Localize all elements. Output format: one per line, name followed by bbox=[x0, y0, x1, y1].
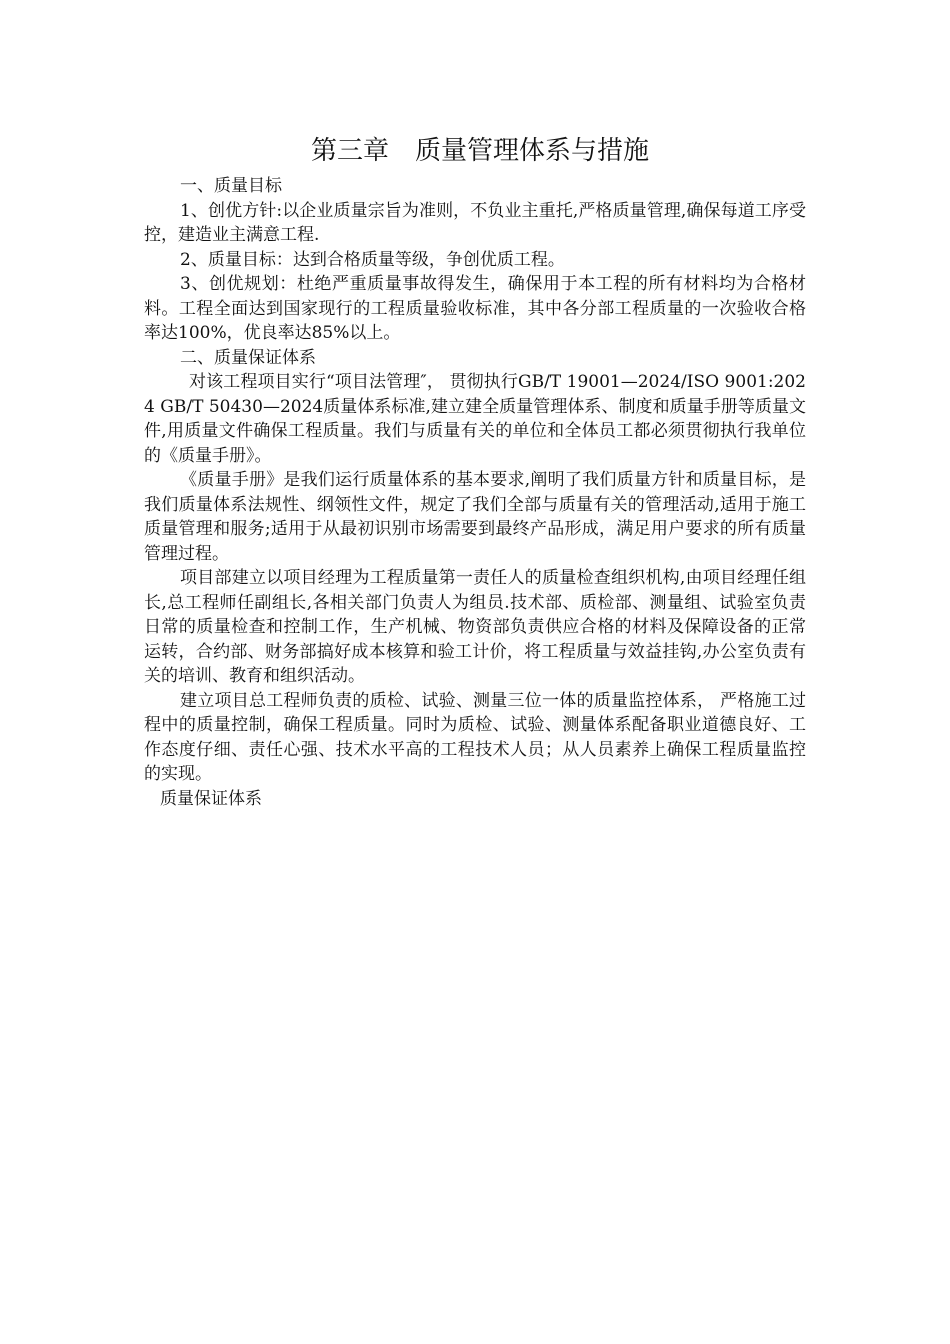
paragraph-quality-target: 2、质量目标：达到合格质量等级，争创优质工程。 bbox=[180, 249, 565, 270]
paragraph-monitoring: 建立项目总工程师负责的质检、试验、测量三位一体的质量监控体系， 严格施工过程中的质量控制，确保工程质量。同时为质检、试验、测量体系配备职业道德良好、工作态度仔细、责任心强、技术水平高的工程技术人员；从人员素养上确保工程质量监控的实现。 bbox=[144, 690, 806, 784]
caption-quality-assurance-system: 质量保证体系 bbox=[160, 788, 262, 809]
paragraph-policy: 1、创优方针:以企业质量宗旨为准则，不负业主重托,严格质量管理,确保每道工序受控，建造业主满意工程. bbox=[144, 200, 806, 245]
chapter-title bbox=[144, 134, 806, 168]
paragraph-quality-manual: 《质量手册》是我们运行质量体系的基本要求,阐明了我们质量方针和质量目标，是我们质量体系法规性、纲领性文件，规定了我们全部与质量有关的管理活动,适用于施工质量管理和服务;适用于从最初识别市场需要到最终产品形成，满足用户要求的所有质量管理过程。 bbox=[144, 470, 806, 564]
chapter-name: 质量管理体系与措施 bbox=[415, 136, 650, 166]
paragraph-plan: 3、创优规划：杜绝严重质量事故得发生，确保用于本工程的所有材料均为合格材料。工程全面达到国家现行的工程质量验收标准，其中各分部工程质量的一次验收合格率达100%，优良率达85%以上。 bbox=[144, 274, 806, 343]
document-page bbox=[144, 134, 806, 811]
chapter-number: 第三章 bbox=[310, 136, 389, 166]
paragraph-project-management: 对该工程项目实行“项目法管理″， 贯彻执行GB/T 19001—2024/ISO 9001:2024 GB/T 50430—2024质量体系标准,建立建全质量管理体系、制度和质量手册等质量文件,用质量文件确保工程质量。我们与质量有关的单位和全体员工都必须贯彻执行我单位的《质量手册》。 bbox=[144, 372, 806, 466]
section-heading-quality-assurance: 二、质量保证体系 bbox=[180, 347, 316, 368]
paragraph-organization: 项目部建立以项目经理为工程质量第一责任人的质量检查组织机构,由项目经理任组长,总工程师任副组长,各相关部门负责人为组员.技术部、质检部、测量组、试验室负责日常的质量检查和控制工作，生产机械、物资部负责供应合格的材料及保障设备的正常运转，合约部、财务部搞好成本核算和验工计价，将工程质量与效益挂钩,办公室负责有关的培训、教育和组织活动。 bbox=[144, 568, 806, 686]
section-heading-quality-goals: 一、质量目标 bbox=[180, 176, 282, 196]
